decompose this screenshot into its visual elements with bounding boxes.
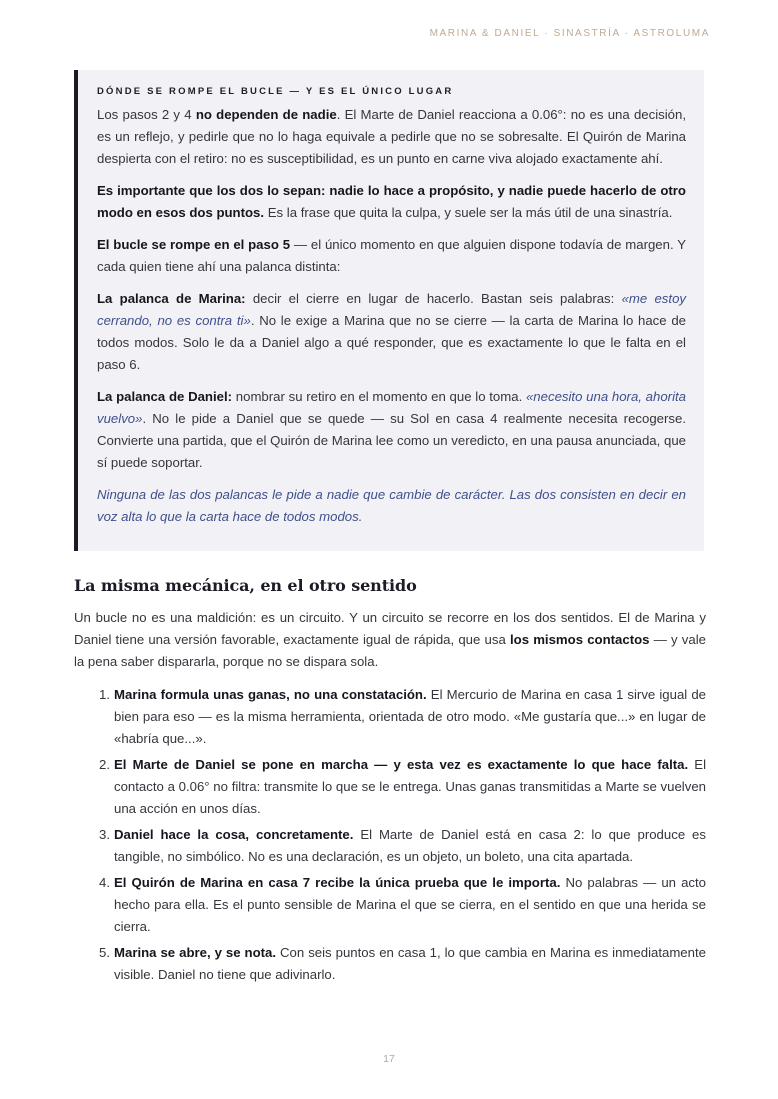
list-number: 3. [99, 827, 110, 842]
quote-run: «necesito una hora, ahorita vuelvo» [97, 389, 686, 426]
text-run: El Marte de Daniel está en casa 2: lo que produce es tangible, no simbólico. No es una declaración, es un objeto, un boleto, una cita apartada. [114, 827, 706, 864]
text-run: El contacto a 0.06° no filtra: transmite lo que se le entrega. Unas ganas transmitidas a Marte se vuelven una acción en unos días. [114, 757, 707, 816]
callout-paragraph-3 [97, 234, 686, 278]
bold-run: no dependen de nadie [195, 107, 337, 122]
callout-paragraph-1 [97, 104, 686, 170]
callout-paragraph-2 [97, 180, 686, 224]
bold-run: El Marte de Daniel se pone en marcha — y esta vez es exactamente lo que hace falta. [114, 757, 689, 772]
callout-box [74, 70, 704, 551]
section-heading: La misma mecánica, en el otro sentido [74, 576, 417, 595]
bold-run: La palanca de Daniel: [97, 389, 233, 404]
bold-run: Marina se abre, y se nota. [114, 945, 277, 960]
running-header: MARINA & DANIEL · SINASTRÍA · ASTROLUMA [429, 28, 710, 39]
bold-run: El bucle se rompe en el paso 5 [97, 237, 291, 252]
list-text [114, 942, 706, 986]
bold-run: Marina formula unas ganas, no una constatación. [114, 687, 427, 702]
list-number: 5. [99, 945, 110, 960]
text-run: No palabras — un acto hecho para ella. Es el punto sensible de Marina el que se cierra, en el sentido en que una herida se cierra. [114, 875, 707, 934]
text-run: . No le pide a Daniel que se quede — su Sol en casa 4 realmente necesita recogerse. Convierte una partida, que el Quirón de Marina lee como un veredicto, en una pausa anunciada, que sí puede soportar. [97, 411, 686, 470]
list-text [114, 824, 706, 868]
bold-run: Es importante que los dos lo sepan: nadie lo hace a propósito, y nadie puede hacerlo de otro modo en esos dos puntos. [97, 183, 686, 220]
bold-run: El Quirón de Marina en casa 7 recibe la única prueba que le importa. [114, 875, 561, 890]
bold-run: los mismos contactos [509, 632, 650, 647]
list-item [92, 872, 706, 938]
list-text [114, 754, 706, 820]
text-run: Los pasos 2 y 4 [97, 107, 196, 122]
list-number: 2. [99, 757, 110, 772]
list-item [92, 754, 706, 820]
quote-run: «me estoy cerrando, no es contra ti» [97, 291, 686, 328]
numbered-list [92, 684, 706, 990]
callout-conclusion: Ninguna de las dos palancas le pide a nadie que cambie de carácter. Las dos consisten en decir en voz alta lo que la carta hace de todos modos. [97, 487, 686, 524]
text-run: . El Marte de Daniel reacciona a 0.06°: no es una decisión, es un reflejo, y pedirle que no lo haga equivale a pedirle que no se sobresalte. El Quirón de Marina despierta con el retiro: no es susceptibilidad, es un punto en carne viva alojado exactamente ahí. [97, 107, 686, 166]
list-text [114, 684, 706, 750]
callout-paragraph-marina-lever [97, 288, 686, 376]
text-run: El Mercurio de Marina en casa 1 sirve igual de bien para eso — es la misma herramienta, orientada de otro modo. «Me gustaría que...» en lugar de «habría que...». [114, 687, 706, 746]
section-intro [74, 607, 706, 673]
list-text [114, 872, 706, 938]
list-number: 1. [99, 687, 110, 702]
text-run: decir el cierre en lugar de hacerlo. Bastan seis palabras: [245, 291, 622, 306]
text-run: . No le exige a Marina que no se cierre — la carta de Marina lo hace de todos modos. Solo le da a Daniel algo a qué responder, que es exactamente lo que le falta en el paso 6. [97, 313, 687, 372]
list-item [92, 942, 706, 986]
list-item [92, 684, 706, 750]
text-run: Con seis puntos en casa 1, lo que cambia en Marina es inmediatamente visible. Daniel no tiene que adivinarlo. [114, 945, 706, 982]
list-item [92, 824, 706, 868]
text-run: Es la frase que quita la culpa, y suele ser la más útil de una sinastría. [264, 205, 673, 220]
bold-run: Daniel hace la cosa, concretamente. [114, 827, 354, 842]
callout-paragraph-daniel-lever [97, 386, 686, 474]
text-run: — y vale la pena saber dispararla, porque no se dispara sola. [74, 632, 706, 669]
page-number: 17 [383, 1053, 395, 1065]
text-run: — el único momento en que alguien dispone todavía de margen. Y cada quien tiene ahí una palanca distinta: [97, 237, 686, 274]
text-run: nombrar su retiro en el momento en que lo toma. [232, 389, 526, 404]
callout-title: DÓNDE SE ROMPE EL BUCLE — Y ES EL ÚNICO LUGAR [97, 86, 454, 97]
bold-run: La palanca de Marina: [97, 291, 246, 306]
list-number: 4. [99, 875, 110, 890]
text-run: Un bucle no es una maldición: es un circuito. Y un circuito se recorre en los dos sentidos. El de Marina y Daniel tiene una versión favorable, exactamente igual de rápida, que usa [74, 610, 706, 647]
